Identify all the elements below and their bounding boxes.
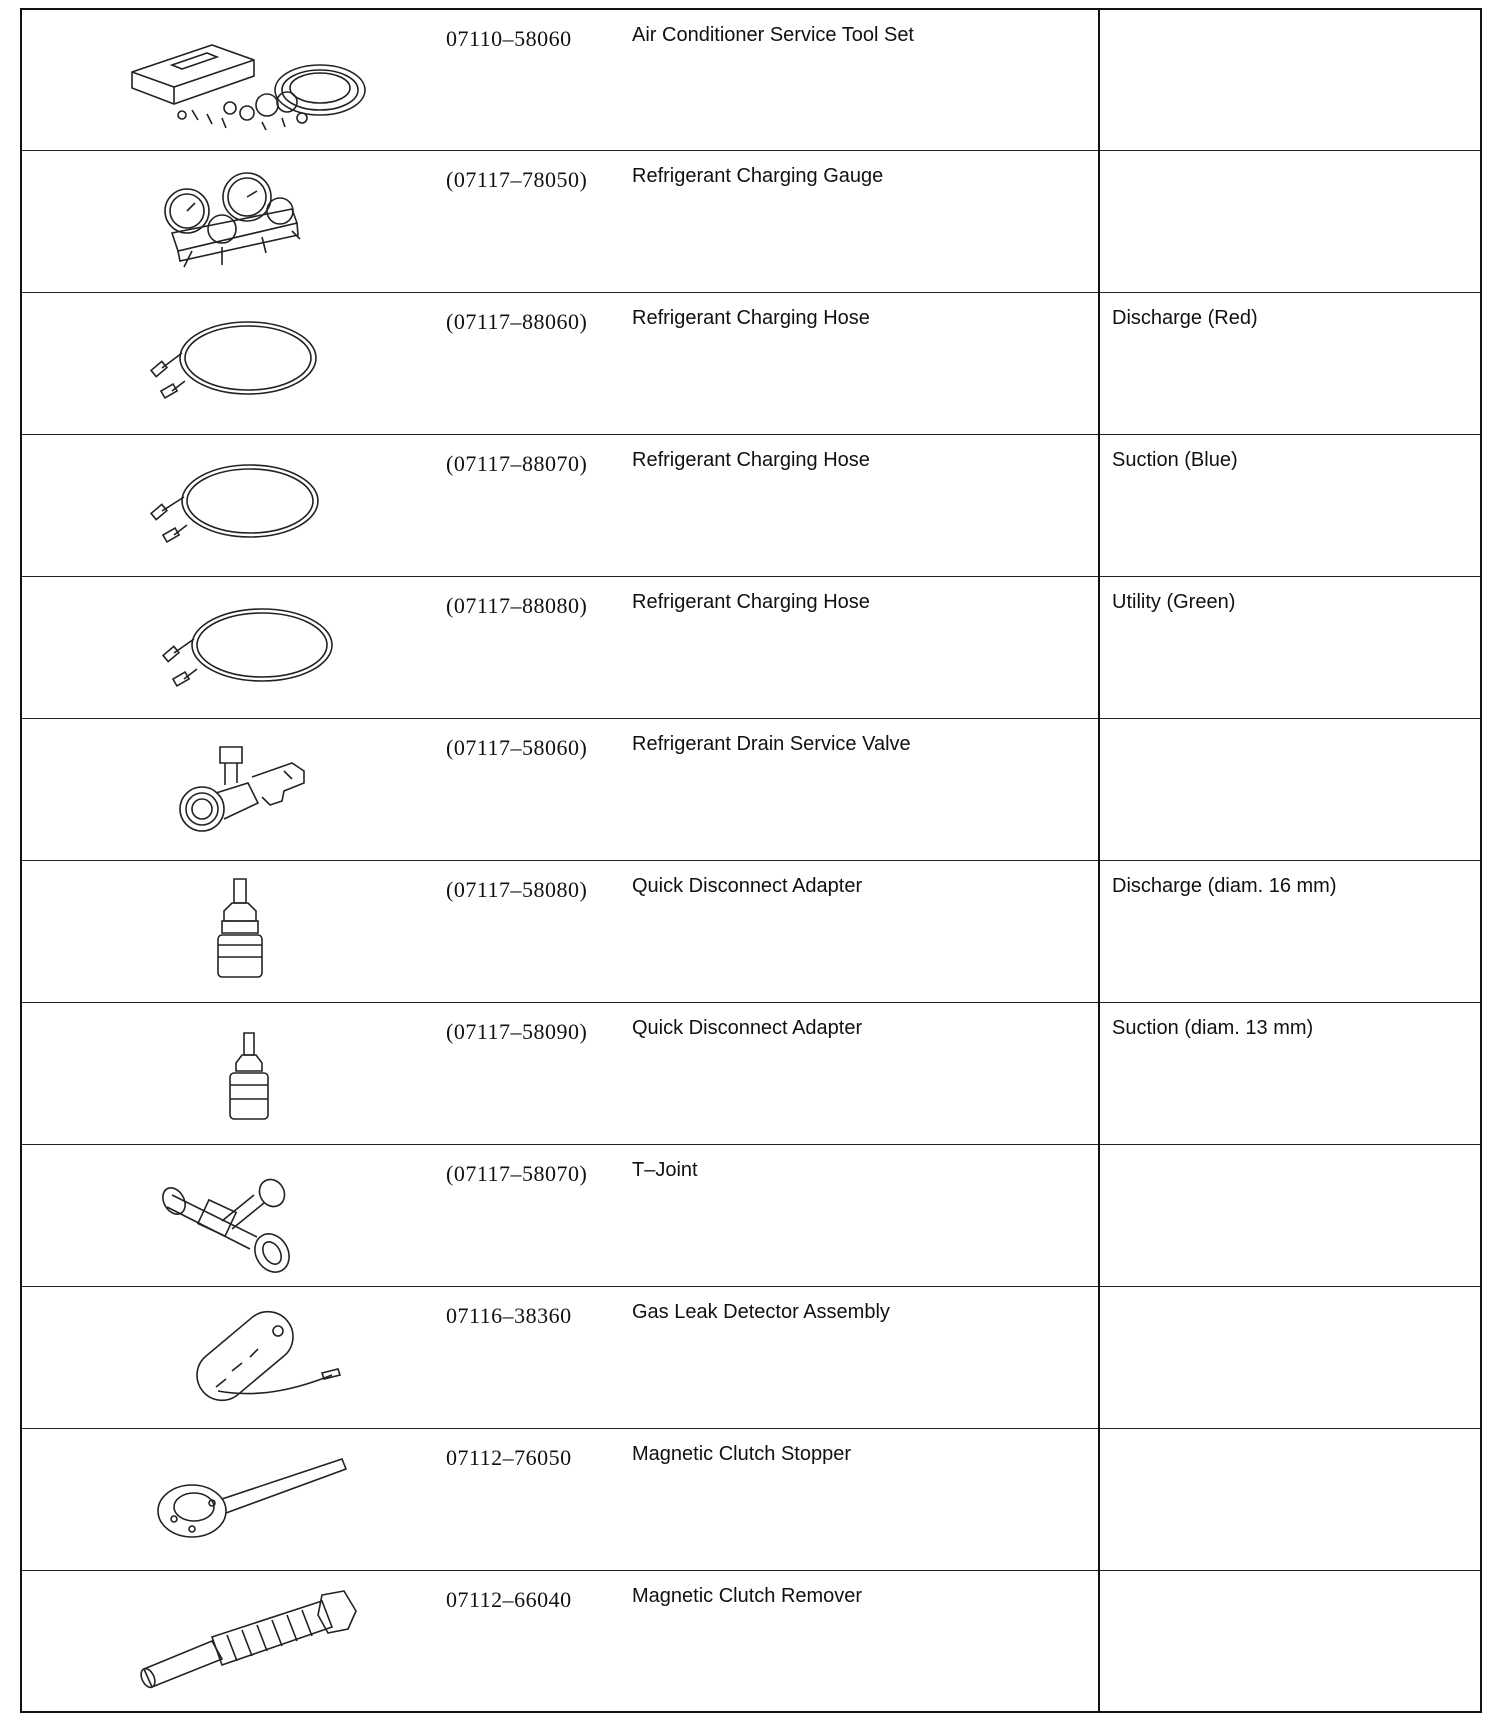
tool-illustration-cell xyxy=(22,1571,422,1711)
tool-note xyxy=(1099,1429,1480,1571)
tool-illustration-cell xyxy=(22,1429,422,1571)
magnetic-clutch-stopper-icon xyxy=(22,1429,422,1571)
tool-illustration-cell xyxy=(22,718,422,860)
tool-name: Refrigerant Charging Gauge xyxy=(626,150,1099,292)
table-row xyxy=(22,718,1480,860)
part-number: (07117–88080) xyxy=(422,576,626,718)
tool-illustration-cell xyxy=(22,150,422,292)
table-row xyxy=(22,1571,1480,1711)
part-number: (07117–58060) xyxy=(422,718,626,860)
charging-gauge-icon xyxy=(22,151,422,293)
tool-illustration-cell xyxy=(22,860,422,1002)
table-row xyxy=(22,1286,1480,1428)
gas-leak-detector-icon xyxy=(22,1287,422,1429)
tool-note: Utility (Green) xyxy=(1099,576,1480,718)
tool-name: Refrigerant Drain Service Valve xyxy=(626,718,1099,860)
tool-illustration-cell xyxy=(22,434,422,576)
tool-note: Suction (Blue) xyxy=(1099,434,1480,576)
part-number: 07110–58060 xyxy=(422,10,626,150)
tool-illustration-cell xyxy=(22,10,422,150)
tool-name: Gas Leak Detector Assembly xyxy=(626,1286,1099,1428)
tool-illustration-cell xyxy=(22,292,422,434)
tool-table-frame xyxy=(20,8,1482,1713)
tool-illustration-cell xyxy=(22,1286,422,1428)
tool-note xyxy=(1099,1286,1480,1428)
tool-name: Quick Disconnect Adapter xyxy=(626,860,1099,1002)
tool-name: Air Conditioner Service Tool Set xyxy=(626,10,1099,150)
part-number: (07117–78050) xyxy=(422,150,626,292)
tool-name: T–Joint xyxy=(626,1144,1099,1286)
part-number: 07116–38360 xyxy=(422,1286,626,1428)
quick-disconnect-adapter-icon xyxy=(22,1003,422,1145)
part-number: (07117–58070) xyxy=(422,1144,626,1286)
charging-hose-icon xyxy=(22,293,422,435)
service-tool-set-icon xyxy=(22,10,422,150)
tool-note xyxy=(1099,718,1480,860)
tool-illustration-cell xyxy=(22,1002,422,1144)
tool-illustration-cell xyxy=(22,576,422,718)
tool-note xyxy=(1099,1144,1480,1286)
tool-name: Refrigerant Charging Hose xyxy=(626,434,1099,576)
tool-name: Quick Disconnect Adapter xyxy=(626,1002,1099,1144)
table-row xyxy=(22,10,1480,150)
part-number: (07117–58090) xyxy=(422,1002,626,1144)
table-row xyxy=(22,1144,1480,1286)
tool-note: Suction (diam. 13 mm) xyxy=(1099,1002,1480,1144)
tool-note xyxy=(1099,150,1480,292)
tool-note: Discharge (diam. 16 mm) xyxy=(1099,860,1480,1002)
tool-name: Refrigerant Charging Hose xyxy=(626,576,1099,718)
tool-illustration-cell xyxy=(22,1144,422,1286)
special-tools-table xyxy=(22,10,1480,1711)
charging-hose-icon xyxy=(22,577,422,719)
table-row xyxy=(22,860,1480,1002)
tool-name: Magnetic Clutch Stopper xyxy=(626,1429,1099,1571)
quick-disconnect-adapter-icon xyxy=(22,861,422,1003)
tool-note xyxy=(1099,10,1480,150)
t-joint-icon xyxy=(22,1145,422,1287)
part-number: (07117–88070) xyxy=(422,434,626,576)
part-number: (07117–58080) xyxy=(422,860,626,1002)
table-row xyxy=(22,434,1480,576)
tool-note xyxy=(1099,1571,1480,1711)
magnetic-clutch-remover-icon xyxy=(22,1571,422,1711)
part-number: (07117–88060) xyxy=(422,292,626,434)
table-row xyxy=(22,292,1480,434)
tool-note: Discharge (Red) xyxy=(1099,292,1480,434)
part-number: 07112–66040 xyxy=(446,1587,572,1613)
tool-name: Refrigerant Charging Hose xyxy=(626,292,1099,434)
tool-name: Magnetic Clutch Remover xyxy=(632,1585,863,1608)
table-row xyxy=(22,576,1480,718)
part-number: 07112–76050 xyxy=(422,1429,626,1571)
drain-service-valve-icon xyxy=(22,719,422,861)
charging-hose-icon xyxy=(22,435,422,577)
table-row xyxy=(22,150,1480,292)
table-row xyxy=(22,1429,1480,1571)
table-row xyxy=(22,1002,1480,1144)
